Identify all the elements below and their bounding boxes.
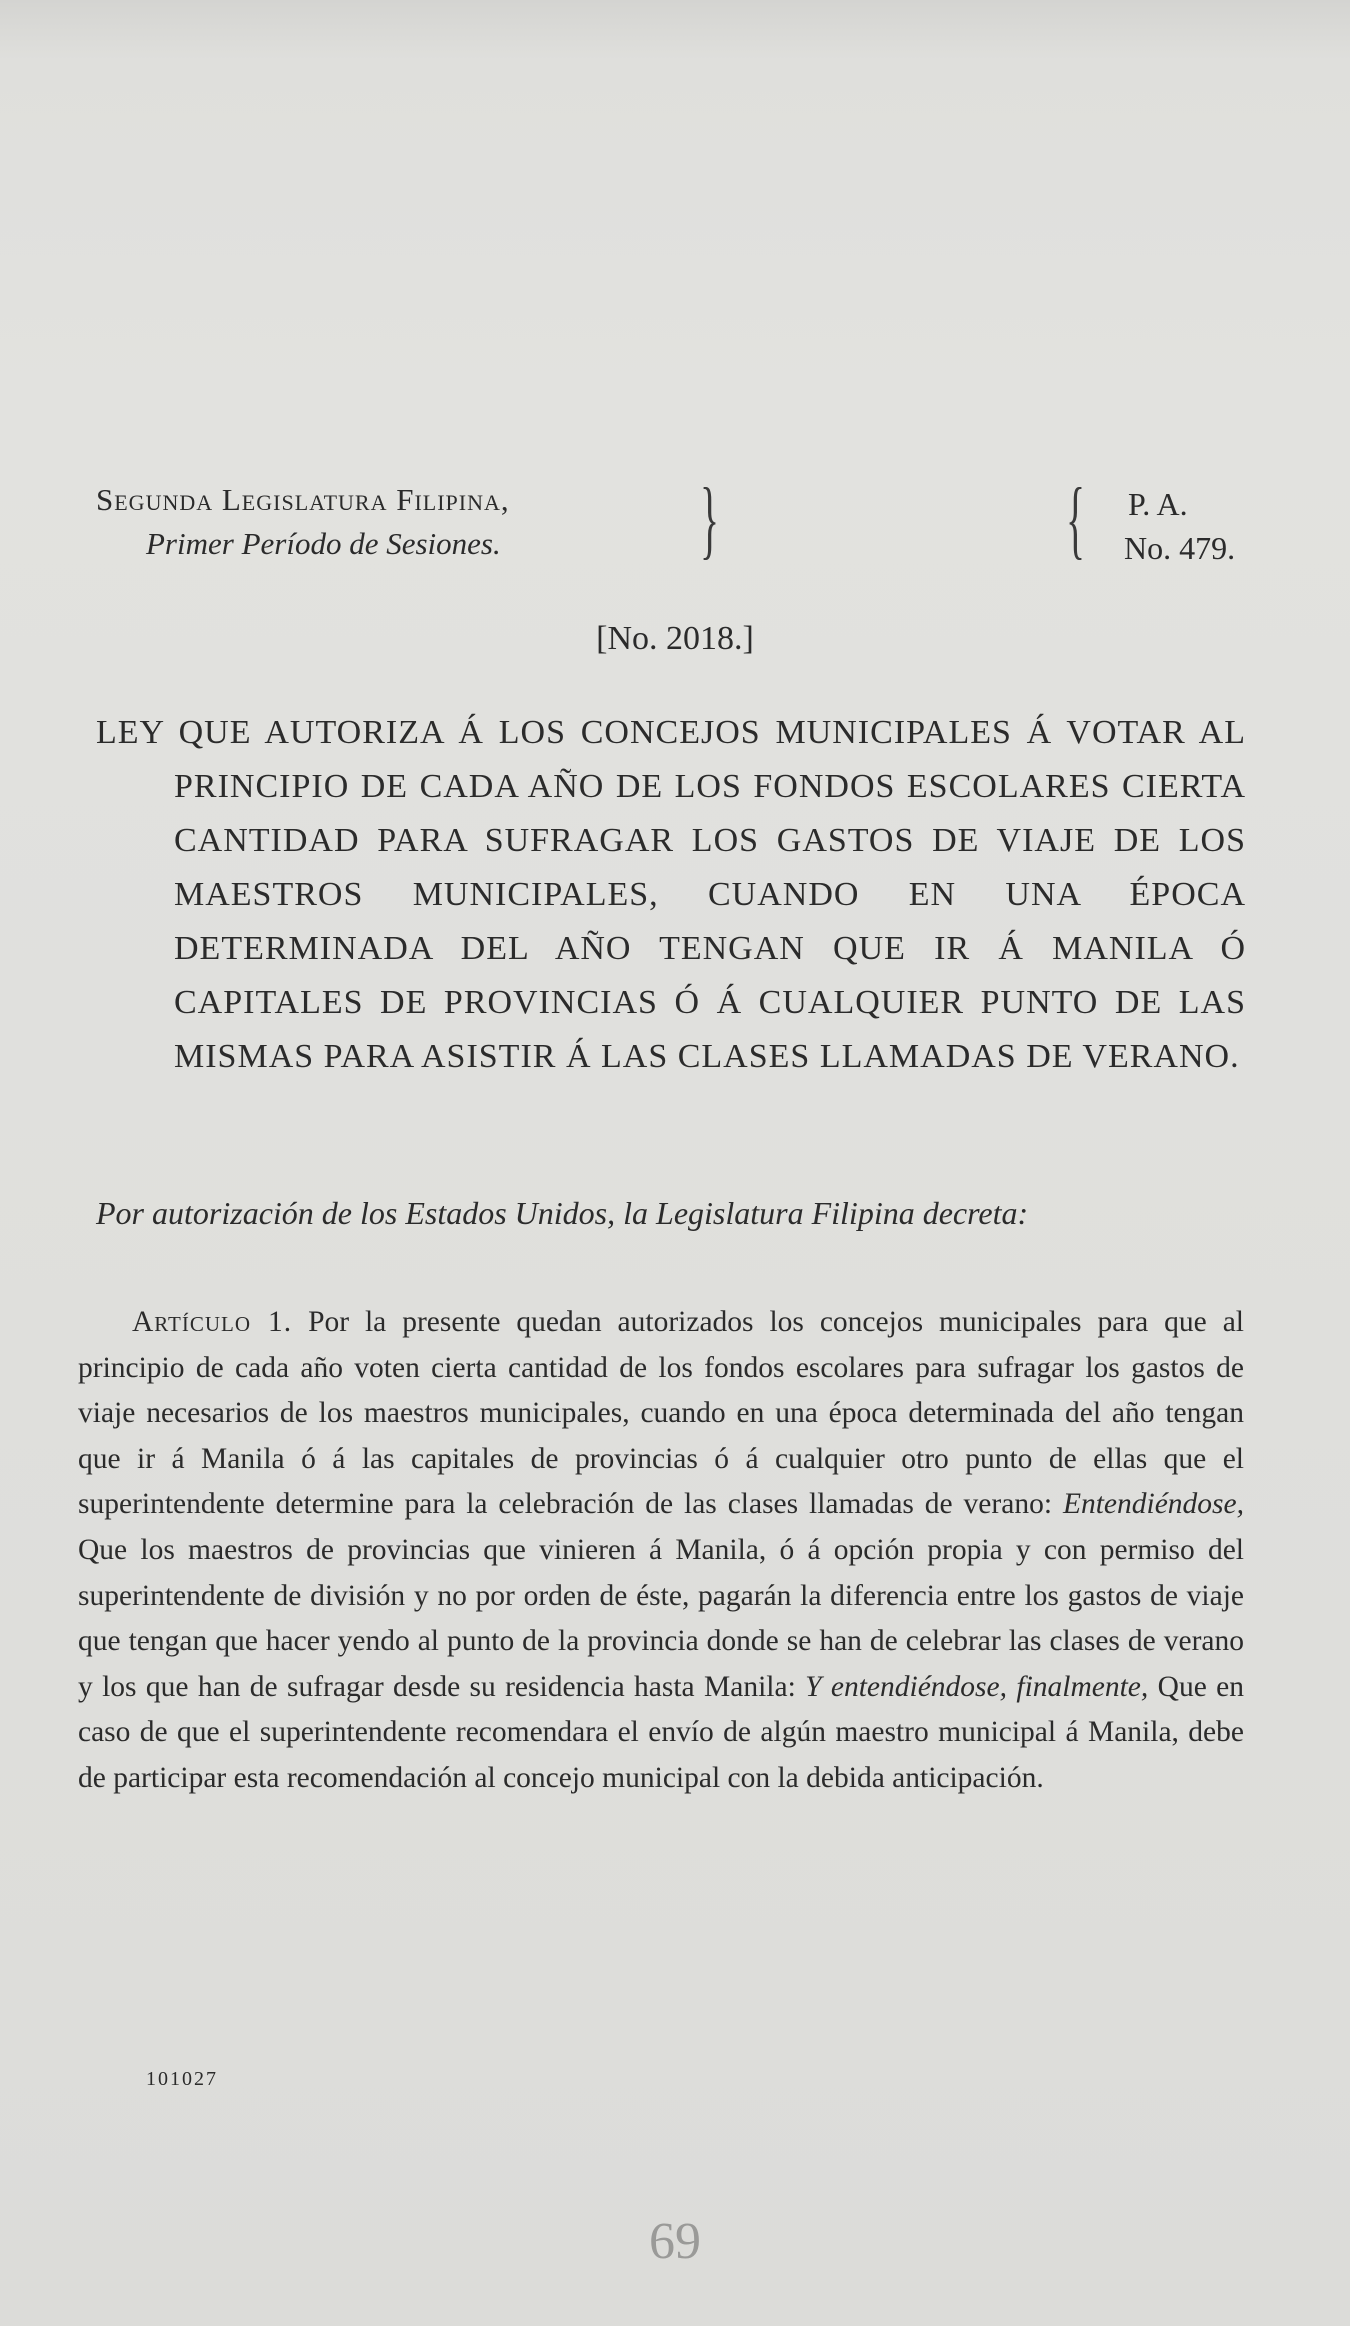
session-period: Primer Período de Sesiones. (146, 526, 501, 561)
act-number: [No. 2018.] (596, 620, 754, 657)
bill-reference (1124, 482, 1235, 570)
legislature-name: Segunda Legislatura Filipina, (96, 482, 510, 517)
proviso-1: Entendiéndose, (1062, 1488, 1244, 1521)
proviso-2: Y entendiéndose, finalmente, (805, 1670, 1149, 1703)
legislature-header (96, 478, 510, 566)
article-text-part2: Que los maestros de provincias que vinieren á Manila, ó á opción propia y con permiso del superintendente de división y no por orden de éste, pagarán la diferencia entre los gastos de viaje que tengan que hacer yendo al punto de la provincia donde se han de celebrar las clases de verano y los que han de sufragar desde su residencia hasta Manila: (78, 1533, 1244, 1703)
act-title: LEY QUE AUTORIZA Á LOS CONCEJOS MUNICIPALES Á VOTAR AL PRINCIPIO DE CADA AÑO DE LOS FONDOS ESCOLARES CIERTA CANTIDAD PARA SUFRAGAR LOS GASTOS DE VIAJE DE LOS MAESTROS MUNICIPALES, CUANDO EN UNA ÉPOCA DETERMINADA DEL AÑO TENGAN QUE IR Á MANILA Ó CAPITALES DE PROVINCIAS Ó Á CUALQUIER PUNTO DE LAS MISMAS PARA ASISTIR Á LAS CLASES LLAMADAS DE VERANO. (96, 714, 1246, 1075)
print-code: 101027 (146, 2068, 218, 2090)
article-text-part3: Que en caso de que el superintendente recomendara el envío de algún maestro municipal á Manila, debe de participar esta recomendación al concejo municipal con la debida anticipación. (78, 1670, 1244, 1794)
opening-brace: { (1066, 471, 1086, 568)
article-label: Artículo 1. (132, 1306, 293, 1338)
page-number: 69 (649, 2213, 701, 2270)
enacting-clause: Por autorización de los Estados Unidos, la Legislatura Filipina decreta: (96, 1195, 1029, 1231)
bill-type: P. A. (1128, 486, 1188, 522)
article-1 (78, 1300, 1244, 1802)
closing-brace: } (700, 471, 720, 568)
article-text-part1: Por la presente quedan autorizados los concejos municipales para que al principio de cada año voten cierta cantidad de los fondos escolares para sufragar los gastos de viaje necesarios de los maestros municipales, cuando en una época determinada del año tengan que ir á Manila ó á las capitales de provincias ó á cualquier otro punto de ellas que el superintendente determine para la celebración de las clases llamadas de verano: (78, 1306, 1244, 1521)
bill-reference-number: No. 479. (1124, 530, 1236, 566)
